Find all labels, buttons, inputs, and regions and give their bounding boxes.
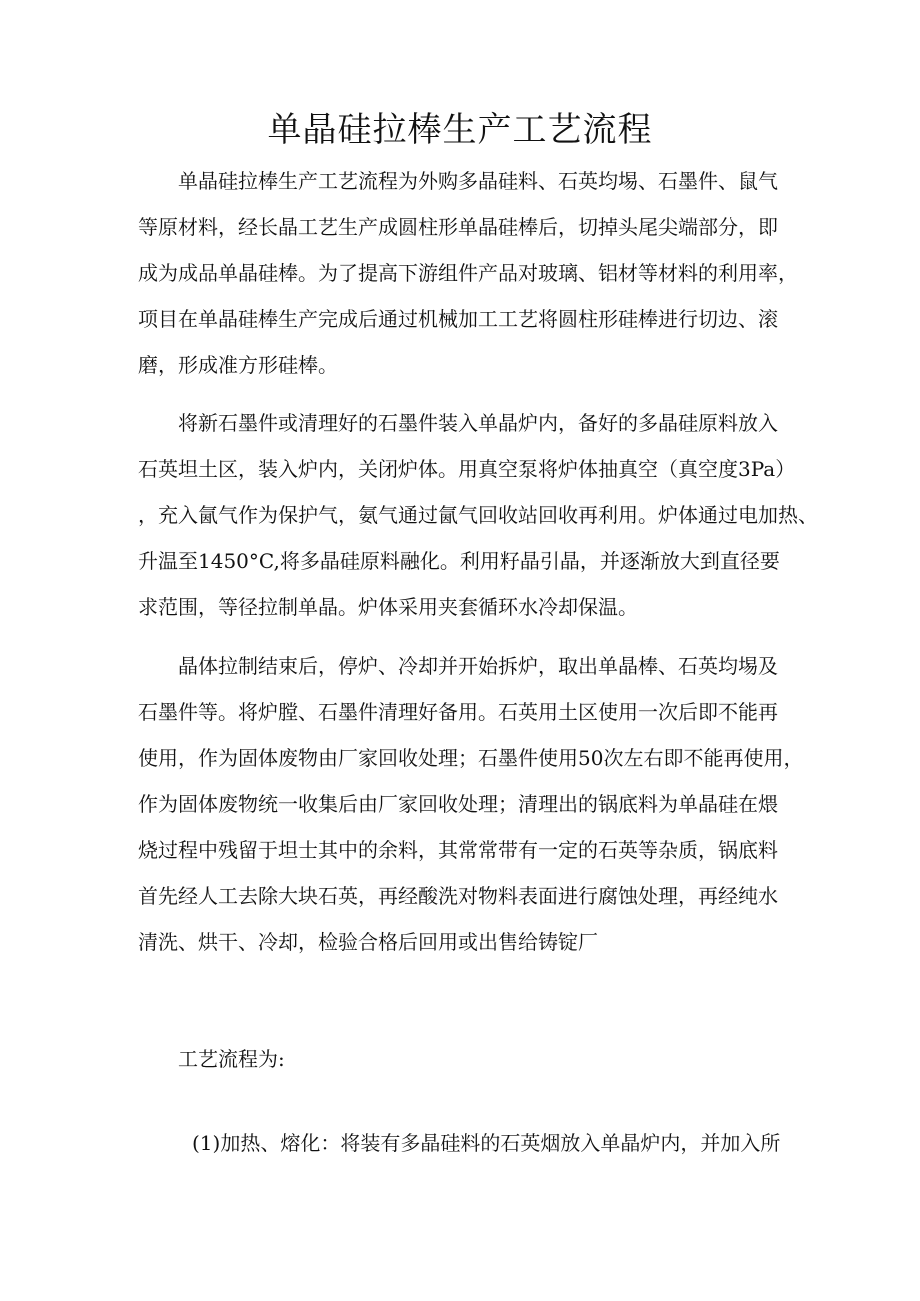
paragraph-line: ，充入氤气作为保护气，氨气通过氤气回收站回收再利用。炉体通过电加热、	[138, 503, 818, 527]
paragraph-line: 单晶硅拉棒生产工艺流程为外购多晶硅料、石英均埸、石墨件、鼠气	[178, 169, 778, 193]
paragraph-line: 作为固体废物统一收集后由厂家回收处理；清理出的锅底料为单晶硅在煨	[138, 792, 778, 816]
paragraph-line: 晶体拉制结束后，停炉、冷却并开始拆炉，取出单晶棒、石英均埸及	[178, 654, 778, 678]
paragraph-line: 磨，形成准方形硅棒。	[138, 353, 338, 377]
paragraph-line: 将新石墨件或清理好的石墨件装入单晶炉内，备好的多晶硅原料放入	[178, 411, 778, 435]
paragraph-line: 成为成品单晶硅棒。为了提高下游组件产品对玻璃、铝材等材料的利用率，	[138, 261, 798, 285]
paragraph-line: 使用，作为固体废物由厂家回收处理；石墨件使用50次左右即不能再使用，	[138, 746, 804, 770]
paragraph-furnace-cleanup	[138, 643, 804, 965]
document-title: 单晶硅拉棒生产工艺流程	[267, 110, 653, 150]
process-step-block	[138, 1120, 790, 1166]
process-step-1: (1)加热、熔化：将装有多晶硅料的石英烟放入单晶炉内，并加入所	[192, 1131, 781, 1155]
paragraph-line: 求范围，等径拉制单晶。炉体采用夹套循环水冷却保温。	[138, 595, 638, 619]
paragraph-line: 烧过程中残留于坦士其中的余料，其常常带有一定的石英等杂质，锅底料	[138, 838, 778, 862]
paragraph-line: 项目在单晶硅棒生产完成后通过机械加工工艺将圆柱形硅棒进行切边、滚	[138, 307, 778, 331]
paragraph-line: 升温至1450°C,将多晶硅原料融化。利用籽晶引晶，并逐渐放大到直径要	[138, 549, 780, 573]
paragraph-line: 首先经人工去除大块石英，再经酸洗对物料表面进行腐蚀处理，再经纯水	[138, 884, 778, 908]
paragraph-crystal-pulling	[138, 400, 818, 630]
paragraph-raw-materials	[138, 158, 798, 388]
process-heading-block	[138, 1036, 790, 1082]
paragraph-line: 等原材料，经长晶工艺生产成圆柱形单晶硅棒后，切掉头尾尖端部分，即	[138, 215, 778, 239]
process-heading: 工艺流程为:	[178, 1047, 285, 1071]
paragraph-line: 清洗、烘干、冷却，检验合格后回用或出售给铸锭厂	[138, 930, 598, 954]
paragraph-line: 石墨件等。将炉膛、石墨件清理好备用。石英用土区使用一次后即不能再	[138, 700, 778, 724]
paragraph-line: 石英坦土区，装入炉内，关闭炉体。用真空泵将炉体抽真空（真空度3Pa）	[138, 457, 796, 481]
